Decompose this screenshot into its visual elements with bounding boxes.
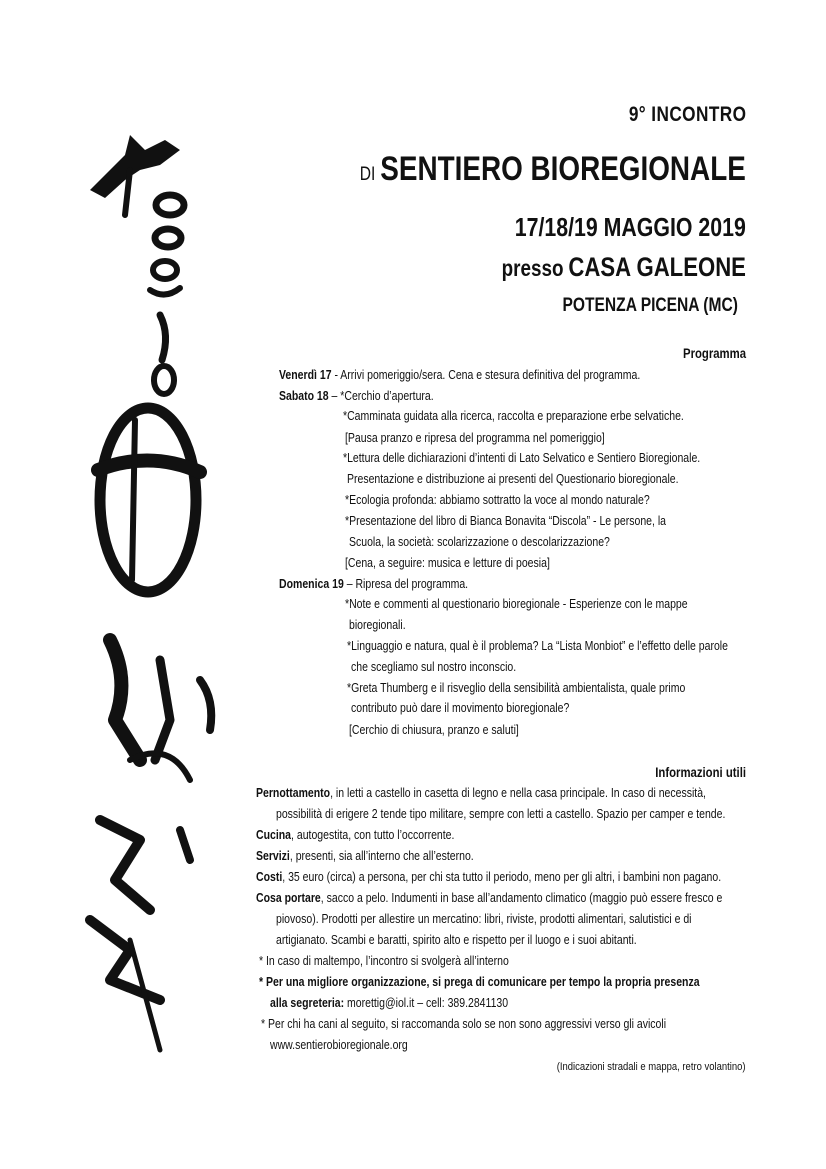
pernottamento-text: , in letti a castello in casetta di legno e nella casa principale. In caso di necessità, bbox=[330, 786, 706, 800]
programma-heading: Programma bbox=[682, 346, 746, 361]
sat-item: *Presentazione del libro di Bianca Bonavita “Discola” - Le persone, la bbox=[345, 514, 667, 528]
sun-item: *Greta Thumberg e il risveglio della sensibilità ambientalista, quale primo bbox=[347, 681, 686, 695]
cosa-portare-line bbox=[256, 892, 722, 905]
sun-item: contributo può dare il movimento bioregionale? bbox=[351, 701, 570, 715]
title-prefix: DI bbox=[359, 164, 376, 185]
cosa-portare-cont: piovoso). Prodotti per allestire un mercatino: libri, riviste, prodotti alimentari, salutistici e di bbox=[276, 912, 692, 926]
pernottamento-line bbox=[256, 787, 706, 800]
sun-item: *Note e commenti al questionario bioregionale - Esperienze con le mappe bbox=[345, 597, 688, 611]
event-town: POTENZA PICENA (MC) bbox=[562, 295, 738, 316]
sat-item: [Pausa pranzo e ripresa del programma nel pomeriggio] bbox=[345, 431, 605, 445]
pernottamento-label: Pernottamento bbox=[256, 786, 331, 800]
title-text: SENTIERO BIOREGIONALE bbox=[380, 150, 746, 188]
cucina-line bbox=[256, 829, 454, 842]
calligraphy-illustration bbox=[70, 120, 250, 1060]
event-title bbox=[360, 150, 746, 189]
sun-item: bioregionali. bbox=[349, 618, 406, 632]
servizi-text: , presenti, sia all’interno che all’esterno. bbox=[289, 849, 474, 863]
cucina-label: Cucina bbox=[256, 828, 292, 842]
cosa-portare-text: , sacco a pelo. Indumenti in base all’andamento climatico (maggio può essere fresco e bbox=[320, 891, 723, 905]
sun-item: [Cerchio di chiusura, pranzo e saluti] bbox=[349, 723, 519, 737]
cani-note: * Per chi ha cani al seguito, si raccomanda solo se non sono aggressivi verso gli avicoli bbox=[261, 1017, 667, 1031]
footer-note: (Indicazioni stradali e mappa, retro volantino) bbox=[557, 1061, 746, 1073]
sat-item: Scuola, la società: scolarizzazione o descolarizzazione? bbox=[349, 535, 610, 549]
sat-item: Presentazione e distribuzione ai presenti del Questionario bioregionale. bbox=[347, 472, 679, 486]
pernottamento-cont: possibilità di erigere 2 tende tipo militare, sempre con letti a castello. Spazio per camper e tende. bbox=[276, 807, 726, 821]
friday-text: - Arrivi pomeriggio/sera. Cena e stesura definitiva del programma. bbox=[331, 368, 641, 382]
edition-heading: 9° INCONTRO bbox=[628, 103, 746, 126]
segreteria-label: alla segreteria: bbox=[270, 996, 345, 1010]
organizzazione-text: * Per una migliore organizzazione, si prega di comunicare per tempo la propria presenza bbox=[259, 975, 700, 989]
cosa-portare-label: Cosa portare bbox=[256, 891, 321, 905]
info-heading: Informazioni utili bbox=[655, 765, 746, 780]
organizzazione-note bbox=[259, 976, 700, 989]
segreteria-contact[interactable]: morettig@iol.it – cell: 389.2841130 bbox=[344, 996, 509, 1010]
friday-label: Venerdì 17 bbox=[279, 368, 332, 382]
sunday-line bbox=[279, 578, 468, 591]
sat-item: *Ecologia profonda: abbiamo sottratto la voce al mondo naturale? bbox=[345, 493, 650, 507]
venue-name: CASA GALEONE bbox=[568, 252, 746, 282]
website-link[interactable]: www.sentierobioregionale.org bbox=[270, 1038, 408, 1052]
saturday-line bbox=[279, 390, 434, 403]
saturday-text: – *Cerchio d’apertura. bbox=[328, 389, 434, 403]
servizi-line bbox=[256, 850, 474, 863]
costi-label: Costi bbox=[256, 870, 283, 884]
event-dates: 17/18/19 MAGGIO 2019 bbox=[514, 212, 746, 242]
servizi-label: Servizi bbox=[256, 849, 290, 863]
friday-line bbox=[279, 369, 640, 382]
sunday-text: – Ripresa del programma. bbox=[343, 577, 469, 591]
sun-item: che scegliamo sul nostro inconscio. bbox=[351, 660, 517, 674]
sat-item: *Camminata guidata alla ricerca, raccolta e preparazione erbe selvatiche. bbox=[343, 409, 684, 423]
sat-item: [Cena, a seguire: musica e letture di poesia] bbox=[345, 556, 550, 570]
venue-prefix: presso bbox=[501, 255, 564, 281]
cucina-text: , autogestita, con tutto l’occorrente. bbox=[291, 828, 455, 842]
sunday-label: Domenica 19 bbox=[279, 577, 344, 591]
segreteria-line bbox=[270, 997, 508, 1010]
sat-item: *Lettura delle dichiarazioni d’intenti di Lato Selvatico e Sentiero Bioregionale. bbox=[343, 451, 701, 465]
saturday-label: Sabato 18 bbox=[279, 389, 329, 403]
costi-line bbox=[256, 871, 721, 884]
maltempo-note: * In caso di maltempo, l’incontro si svolgerà all’interno bbox=[259, 954, 509, 968]
costi-text: , 35 euro (circa) a persona, per chi sta tutto il periodo, meno per gli altri, i bambini non pagano. bbox=[282, 870, 722, 884]
cosa-portare-cont: artigianato. Scambi e baratti, spirito alto e rispetto per il luogo e i suoi abitanti. bbox=[276, 933, 637, 947]
event-venue bbox=[502, 252, 746, 283]
sun-item: *Linguaggio e natura, qual è il problema? La “Lista Monbiot” e l’effetto delle parole bbox=[347, 639, 728, 653]
